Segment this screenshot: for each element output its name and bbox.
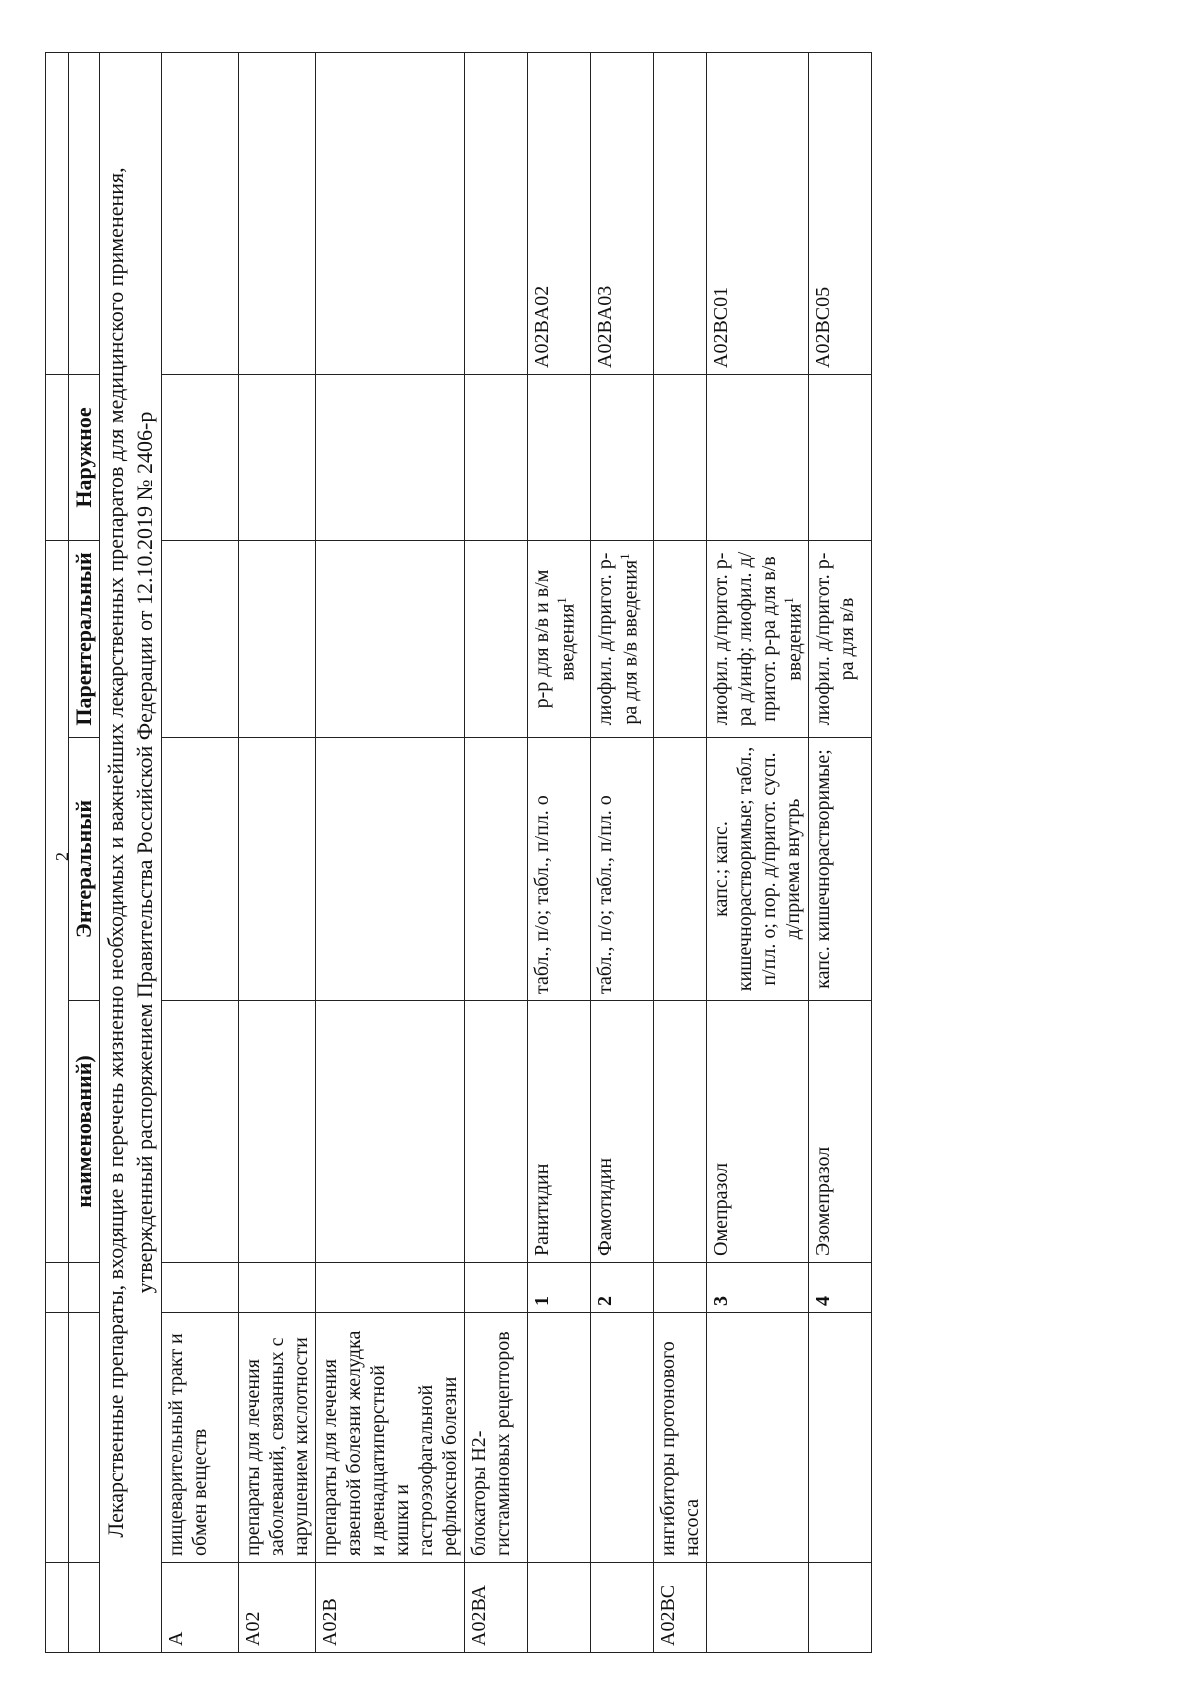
table-row	[315, 52, 464, 1652]
row-num: 3	[706, 1263, 809, 1313]
table-title-line2: утвержденный распоряжением Правительства Российской Федерации от 12.10.2019 № 2406-р	[131, 411, 157, 1294]
row-footnote: 1	[780, 597, 796, 604]
row-enteral: капс.; капс. кишечнорастворимые; табл., п/пл. о; пор. д/пригот. сусп. д/приема внутрь	[706, 738, 809, 1001]
row-atc-code: A02BC01	[706, 52, 809, 374]
row-parenteral-text: р-р для в/в и в/м введения	[530, 569, 579, 709]
table-row	[238, 52, 315, 1652]
row-external	[706, 374, 809, 540]
rotated-page	[45, 53, 1155, 1653]
table-row	[464, 52, 527, 1652]
row-parenteral	[527, 540, 590, 737]
row-num: 2	[590, 1263, 653, 1313]
row-code: А02В	[315, 1563, 464, 1653]
row-drug-name: Эзомепразол	[809, 1001, 872, 1263]
table-row	[706, 52, 809, 1652]
row-group: препараты для лечения язвенной болезни желудка и двенадцатиперстной кишки и гастроэзофагальной рефлюксной болезни	[315, 1313, 464, 1563]
drug-table	[45, 52, 872, 1653]
row-enteral: табл., п/о; табл., п/пл. о	[527, 738, 590, 1001]
row-drug-name: Ранитидин	[527, 1001, 590, 1263]
row-group: ингибиторы протонового насоса	[653, 1313, 706, 1563]
row-parenteral-text: лиофил. д/пригот. р-ра для в/в введения	[593, 552, 642, 726]
header-enteral-cell: Энтеральный	[69, 738, 100, 1001]
row-atc-code: A02BA03	[590, 52, 653, 374]
table-title	[100, 52, 161, 1652]
row-parenteral	[706, 540, 809, 737]
table-row	[161, 52, 238, 1652]
table-row	[590, 52, 653, 1652]
row-num: 4	[809, 1263, 872, 1313]
row-parenteral	[590, 540, 653, 737]
row-enteral: капс. кишечнорастворимые;	[809, 738, 872, 1001]
row-num: 1	[527, 1263, 590, 1313]
row-group: пищеварительный тракт и обмен веществ	[161, 1313, 238, 1563]
header-parenteral-cell: Парентеральный	[69, 540, 100, 737]
row-code: А02ВС	[653, 1563, 706, 1653]
row-parenteral: лиофил. д/пригот. р-ра для в/в	[809, 540, 872, 737]
table-row	[809, 52, 872, 1652]
row-code: А02ВА	[464, 1563, 527, 1653]
row-drug-name: Фамотидин	[590, 1001, 653, 1263]
row-drug-name: Омепразол	[706, 1001, 809, 1263]
row-atc-code: A02BC05	[809, 52, 872, 374]
row-code: А02	[238, 1563, 315, 1653]
header-name-cell: наименований)	[69, 1001, 100, 1263]
row-group: препараты для лечения заболеваний, связанных с нарушением кислотности	[238, 1313, 315, 1563]
table-top-row	[46, 52, 69, 1652]
row-enteral: табл., п/о; табл., п/пл. о	[590, 738, 653, 1001]
row-external	[527, 374, 590, 540]
row-external	[809, 374, 872, 540]
table-row	[653, 52, 706, 1652]
table-title-line1: Лекарственные препараты, входящие в перечень жизненно необходимых и важнейших лекарственных препаратов для медицинского применения,	[103, 167, 129, 1538]
row-atc-code: A02BA02	[527, 52, 590, 374]
table-header-row	[69, 52, 100, 1652]
row-footnote: 1	[616, 553, 632, 560]
row-group: блокаторы Н2-гистаминовых рецепторов	[464, 1313, 527, 1563]
row-code: А	[161, 1563, 238, 1653]
header-external-cell: Наружное	[69, 374, 100, 540]
table-row	[527, 52, 590, 1652]
row-external	[590, 374, 653, 540]
row-footnote: 1	[553, 597, 569, 604]
row-parenteral-text: лиофил. д/пригот. р-ра д/инф; лиофил. д/пригот. р-ра для в/в введения	[709, 551, 806, 727]
table-title-row	[100, 52, 161, 1652]
page-number: 2	[52, 852, 72, 861]
